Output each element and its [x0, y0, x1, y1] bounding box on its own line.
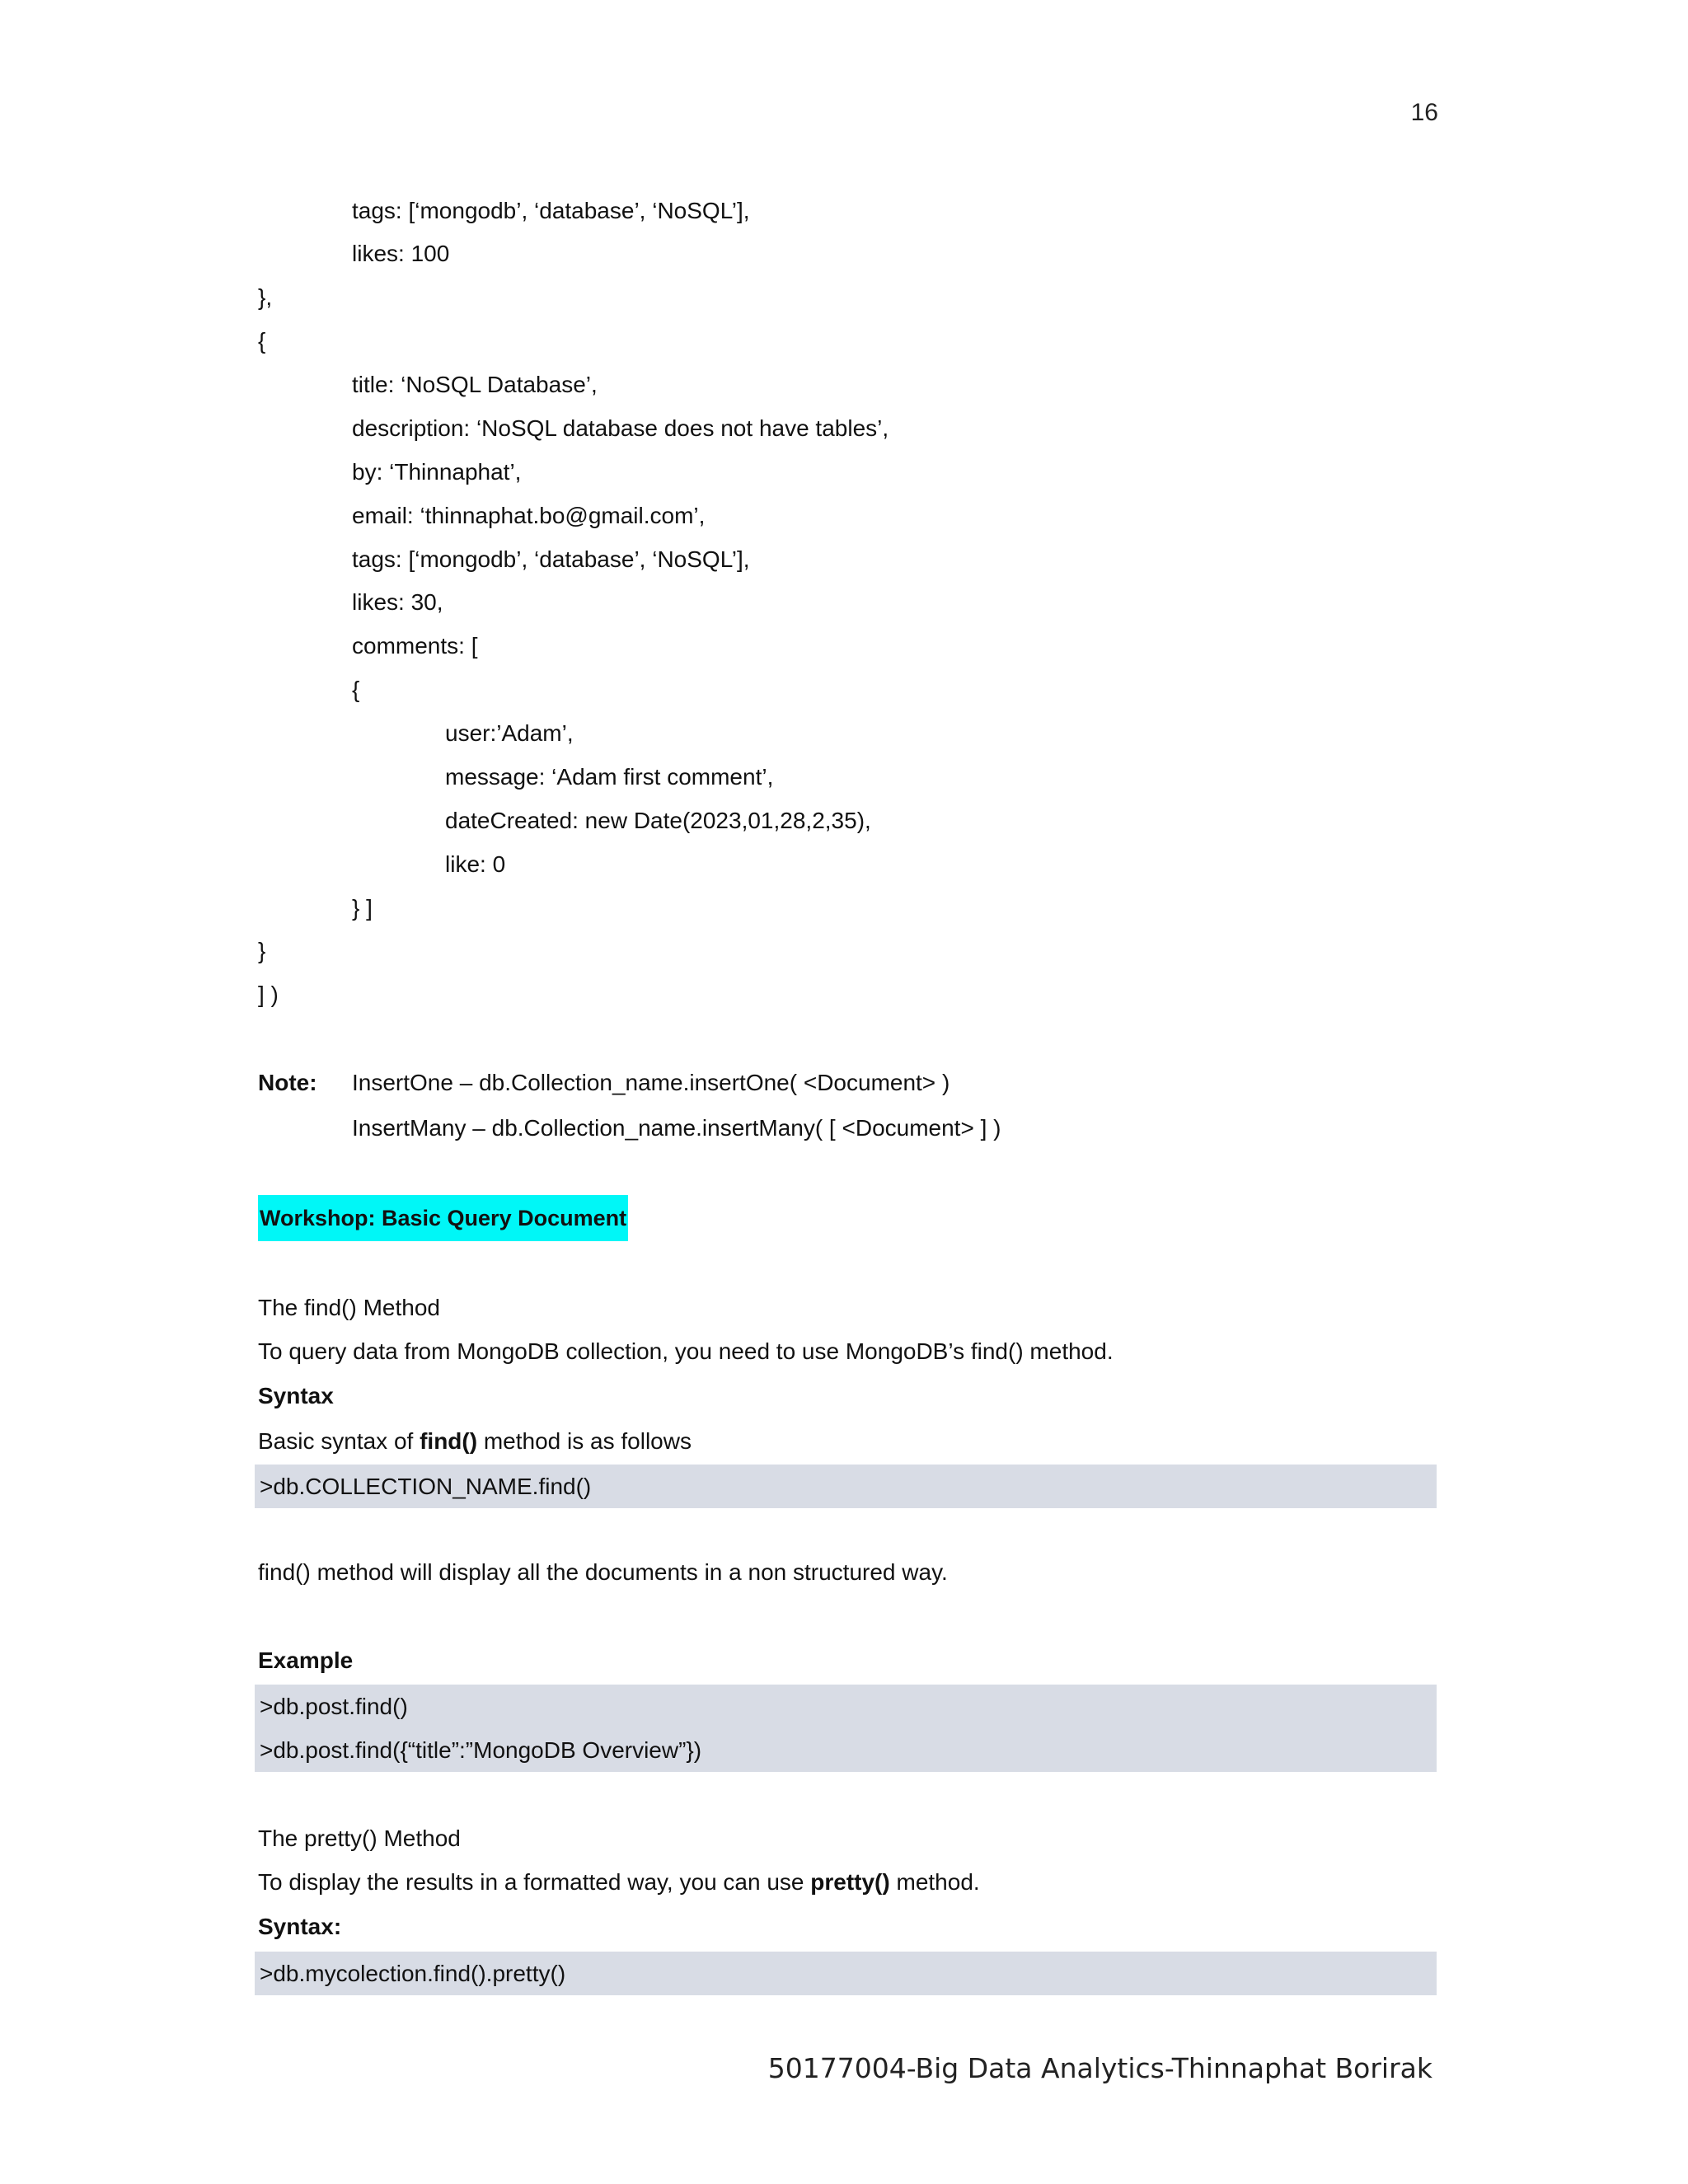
code-line: tags: [‘mongodb’, ‘database’, ‘NoSQL’], [352, 546, 750, 572]
code-line: { [352, 677, 360, 702]
code-line: { [258, 328, 266, 354]
code-line: } ] [352, 895, 373, 921]
code-line: ] ) [258, 982, 279, 1007]
example-label: Example [258, 1647, 354, 1673]
code-line: }, [258, 284, 273, 310]
code-line: email: ‘thinnaphat.bo@gmail.com’, [352, 503, 706, 528]
syntax-label: Syntax [258, 1383, 334, 1408]
pretty-text-post: method. [889, 1869, 980, 1895]
example-code-line: >db.post.find({“title”:”MongoDB Overview”}) [260, 1737, 702, 1763]
pretty-code: >db.mycolection.find().pretty() [260, 1961, 566, 1986]
pretty-method-title: The pretty() Method [258, 1825, 461, 1851]
pretty-text-pre: To display the results in a formatted way, you can use [258, 1869, 811, 1895]
example-code-block [255, 1685, 1437, 1772]
code-line: description: ‘NoSQL database does not have tables’, [352, 415, 889, 441]
pretty-syntax-label: Syntax: [258, 1914, 342, 1939]
code-line: like: 0 [445, 851, 506, 877]
syntax-code-block [255, 1465, 1437, 1508]
code-line: comments: [ [352, 633, 478, 658]
syntax-code: >db.COLLECTION_NAME.find() [260, 1474, 592, 1499]
code-line: by: ‘Thinnaphat’, [352, 459, 522, 485]
code-line: } [258, 938, 266, 963]
syntax-text-bold: find() [420, 1428, 478, 1454]
find-explanation: find() method will display all the documents in a non structured way. [258, 1559, 948, 1585]
code-line: message: ‘Adam first comment’, [445, 764, 774, 790]
note-insertone: InsertOne – db.Collection_name.insertOne( <Document> ) [352, 1070, 950, 1095]
page-number: 16 [1410, 99, 1438, 126]
pretty-method-description [258, 1866, 980, 1899]
pretty-code-block [255, 1952, 1437, 1995]
code-line: dateCreated: new Date(2023,01,28,2,35), [445, 808, 871, 833]
code-line: user:’Adam’, [445, 720, 574, 746]
workshop-heading: Workshop: Basic Query Document [258, 1195, 628, 1241]
page-footer: 50177004-Big Data Analytics-Thinnaphat Borirak [767, 2052, 1432, 2084]
code-line: title: ‘NoSQL Database’, [352, 372, 598, 397]
example-code-line: >db.post.find() [260, 1694, 408, 1719]
syntax-text-post: method is as follows [477, 1428, 692, 1454]
syntax-text-pre: Basic syntax of [258, 1428, 420, 1454]
find-method-description: To query data from MongoDB collection, you need to use MongoDB’s find() method. [258, 1338, 1114, 1364]
code-line: likes: 100 [352, 241, 450, 266]
syntax-description [258, 1425, 692, 1458]
pretty-text-bold: pretty() [810, 1869, 890, 1895]
note-insertmany: InsertMany – db.Collection_name.insertMany( [ <Document> ] ) [352, 1115, 1001, 1141]
note-label: Note: [258, 1070, 317, 1095]
code-line: likes: 30, [352, 589, 443, 615]
find-method-title: The find() Method [258, 1295, 440, 1320]
code-line: tags: [‘mongodb’, ‘database’, ‘NoSQL’], [352, 198, 750, 223]
